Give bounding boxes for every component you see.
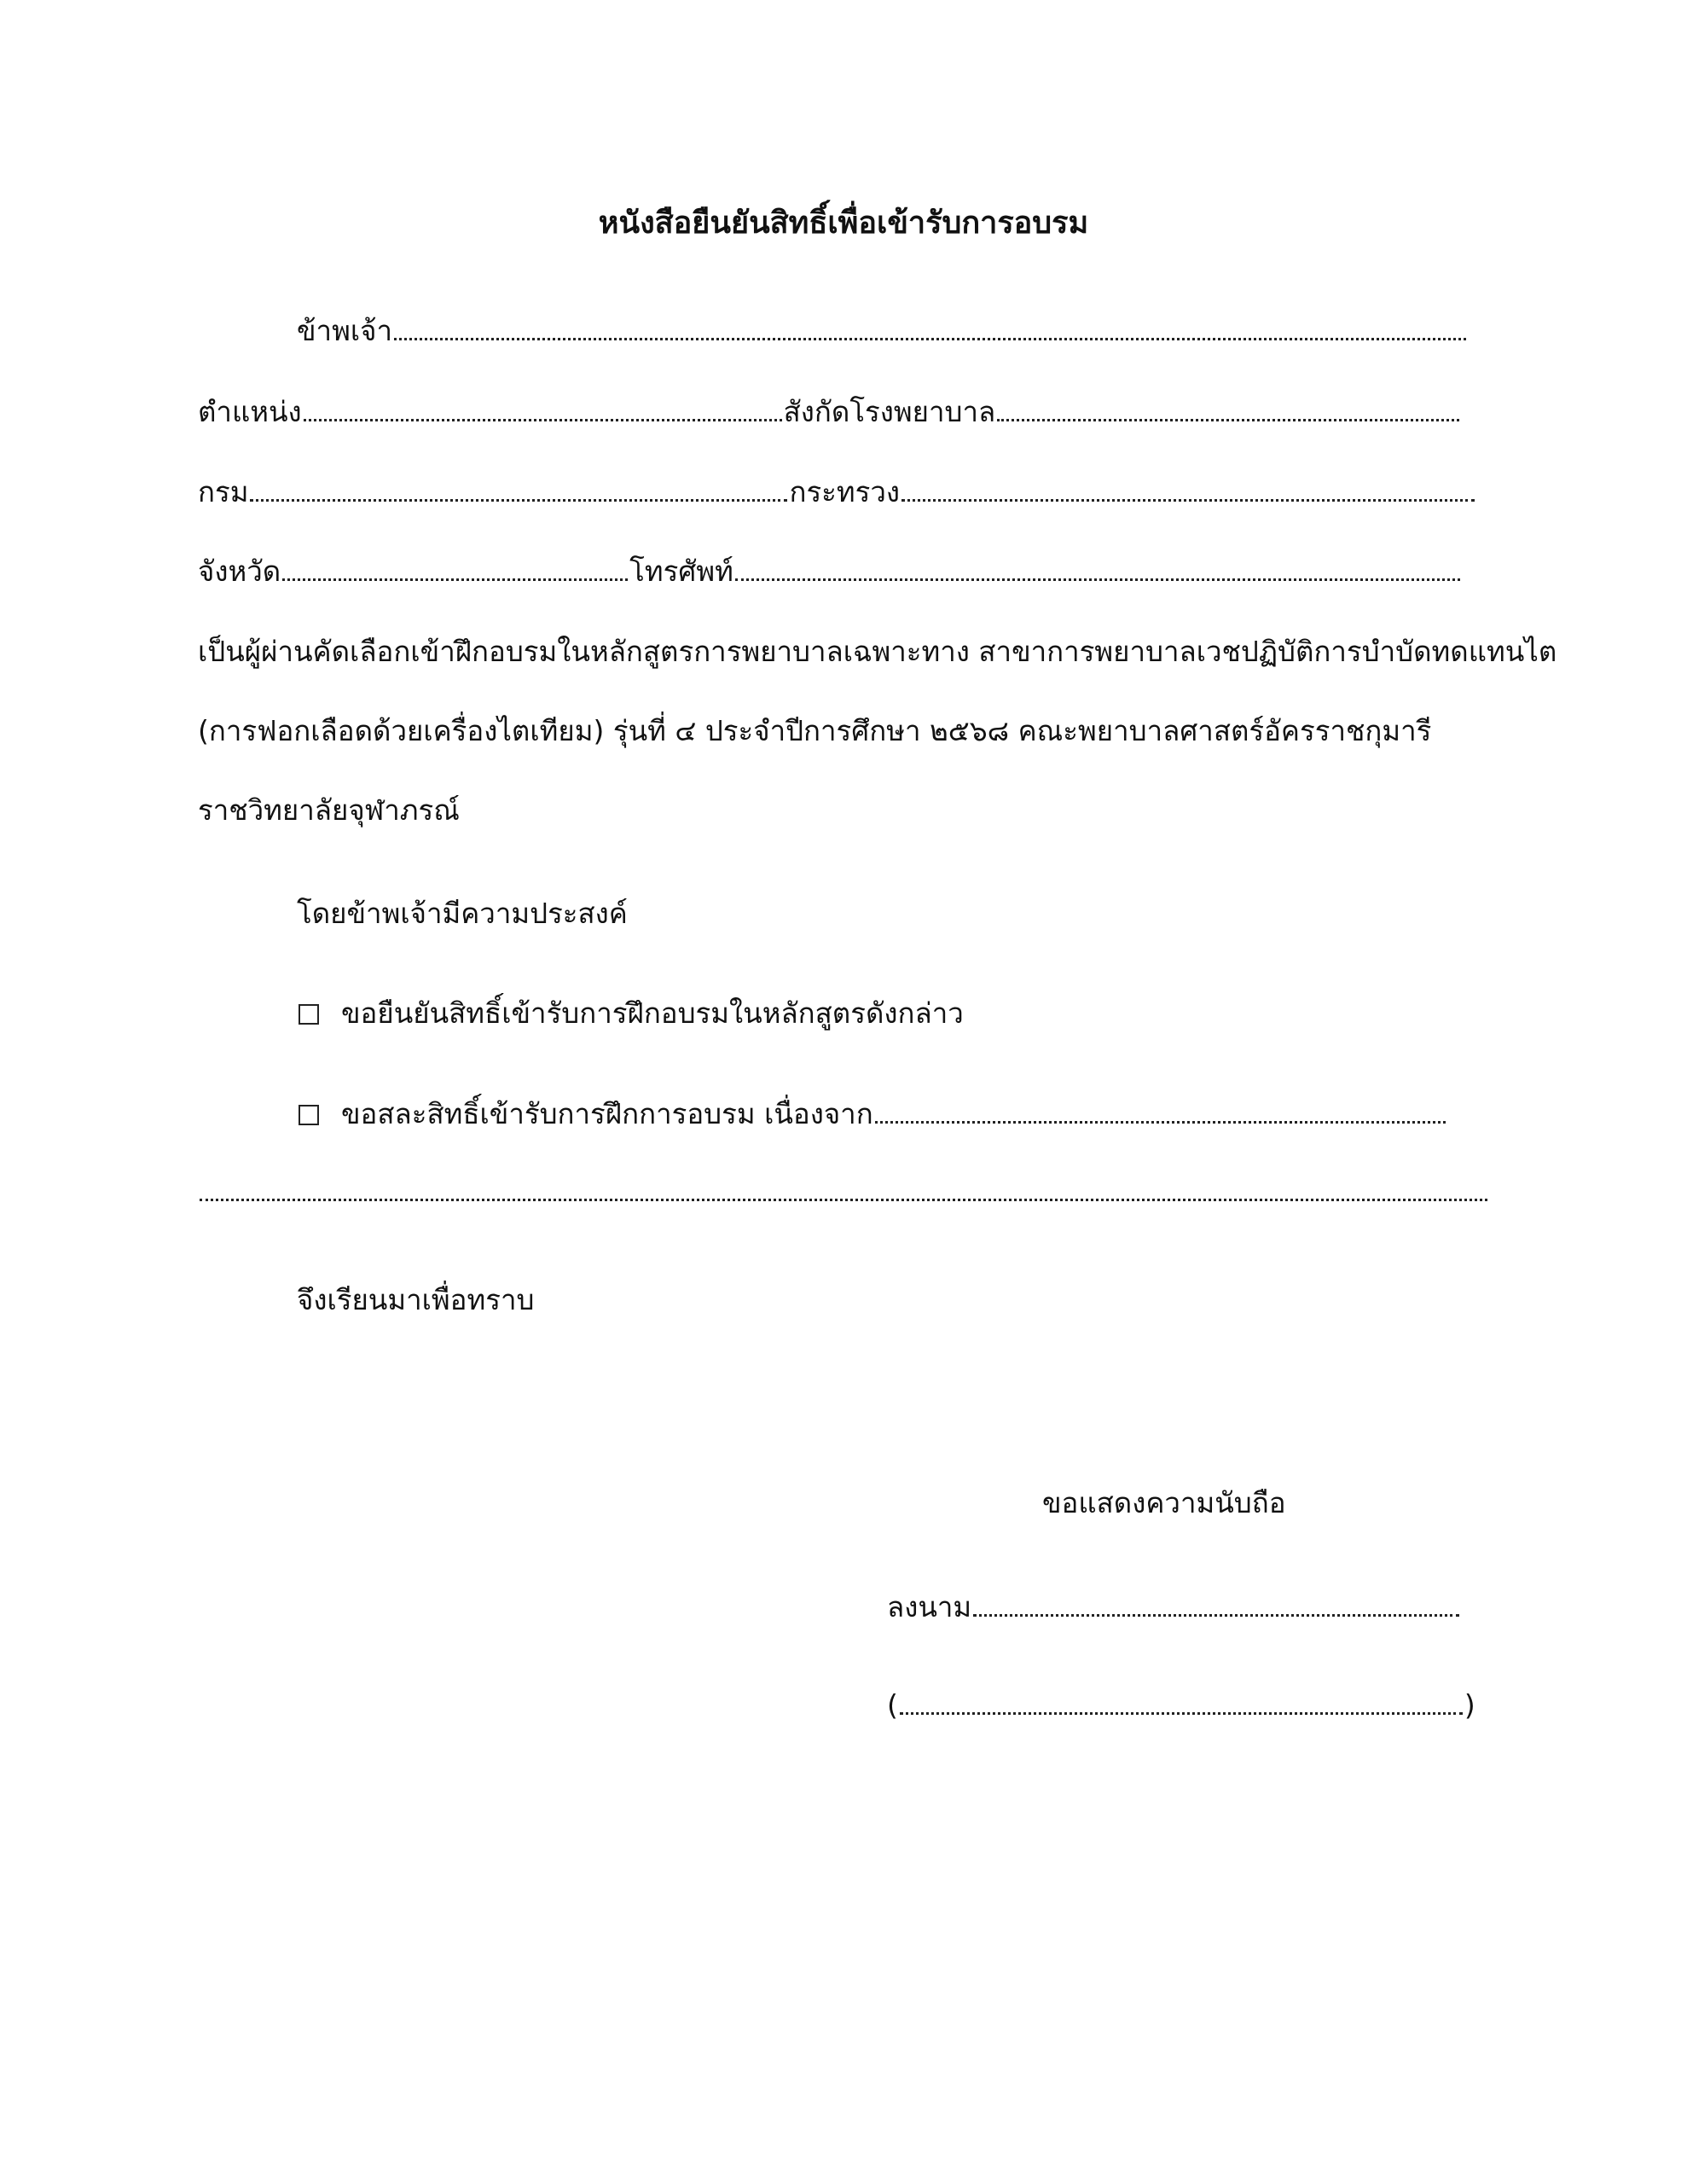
province-field[interactable]: [282, 578, 628, 581]
signature-field[interactable]: [973, 1613, 1459, 1617]
name-label: ข้าพเจ้า: [297, 314, 392, 347]
waive-label: ขอสละสิทธิ์เข้ารับการฝึกการอบรม เนื่องจาก: [341, 1097, 873, 1130]
ministry-field[interactable]: [901, 498, 1475, 502]
phone-field[interactable]: [735, 578, 1460, 581]
hospital-label: สังกัดโรงพยาบาล: [783, 395, 996, 428]
waive-reason-continuation: [198, 1173, 1489, 1211]
body-line-2: (การฟอกเลือดด้วยเครื่องไตเทียม) รุ่นที่ ๔ ประจำปีการศึกษา ๒๕๖๘ คณะพยาบาลศาสตร์อัครราชกุมารี: [198, 714, 1432, 747]
body-line-3: ราชวิทยาลัยจุฬาภรณ์: [198, 793, 460, 827]
signature-label: ลงนาม: [887, 1590, 972, 1623]
paren-close: ): [1464, 1688, 1475, 1722]
document-title: หนังสือยืนยันสิทธิ์เพื่อเข้ารับการอบรม: [598, 206, 1089, 241]
paren-open: (: [887, 1688, 898, 1722]
position-field[interactable]: [304, 418, 782, 421]
waive-reason-field[interactable]: [875, 1120, 1446, 1124]
hospital-field[interactable]: [997, 418, 1459, 421]
department-label: กรม: [198, 475, 249, 508]
department-field[interactable]: [250, 498, 787, 502]
position-row: [198, 393, 1461, 431]
position-label: ตำแหน่ง: [198, 395, 302, 428]
province-label: จังหวัด: [198, 555, 281, 588]
closing-text: จึงเรียนมาเพื่อทราบ: [297, 1283, 535, 1316]
waive-checkbox[interactable]: [299, 1105, 319, 1125]
confirm-label: ขอยืนยันสิทธิ์เข้ารับการฝึกอบรมในหลักสูตรดังกล่าว: [341, 996, 964, 1030]
name-field[interactable]: [394, 337, 1466, 340]
ministry-label: กระทรวง: [789, 475, 901, 508]
phone-label: โทรศัพท์: [629, 555, 733, 588]
regards-text: ขอแสดงความนับถือ: [1042, 1486, 1286, 1519]
body-line-1: เป็นผู้ผ่านคัดเลือกเข้าฝึกอบรมในหลักสูตรการพยาบาลเฉพาะทาง สาขาการพยาบาลเวชปฏิบัติการบำบัดทดแทนไต: [198, 635, 1557, 668]
printed-name-field[interactable]: [900, 1711, 1463, 1715]
signature-row: [887, 1589, 1461, 1626]
confirm-checkbox[interactable]: [299, 1004, 319, 1025]
province-row: [198, 553, 1462, 590]
printed-name-row: [887, 1687, 1475, 1724]
option-waive: [299, 1095, 1447, 1133]
intent-label: โดยข้าพเจ้ามีความประสงค์: [297, 897, 628, 930]
department-row: [198, 473, 1476, 511]
name-row: [297, 312, 1468, 350]
option-confirm: [299, 995, 964, 1032]
waive-reason-field-2[interactable]: [200, 1198, 1487, 1201]
